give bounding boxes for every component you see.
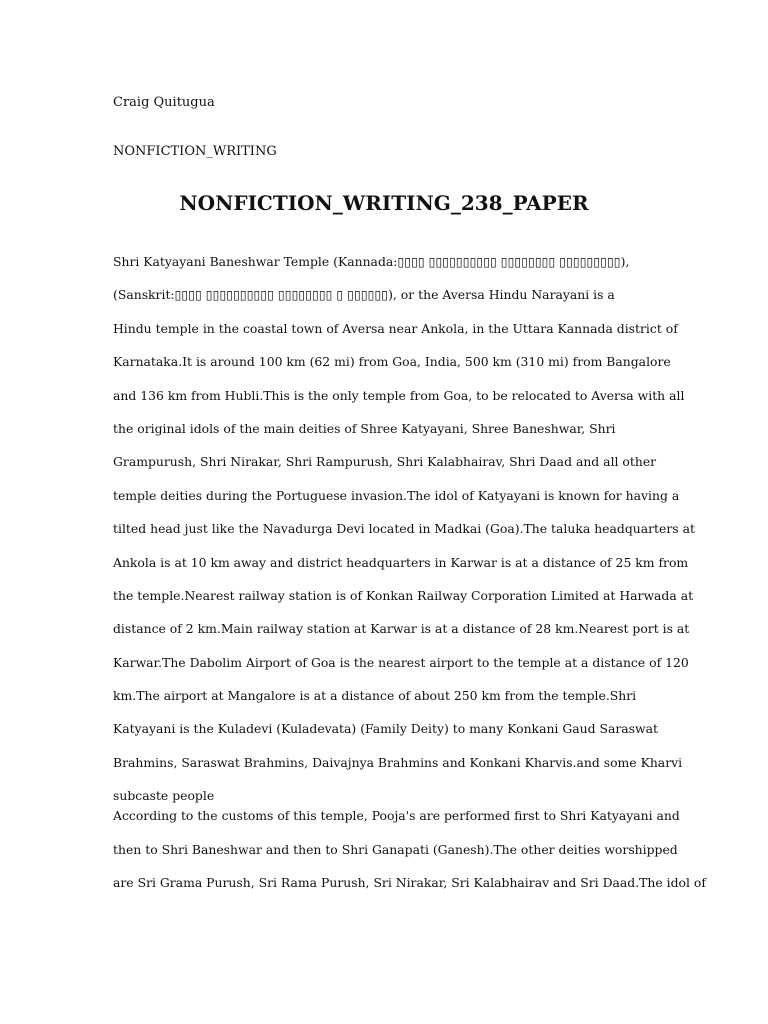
body-line: the original idols of the main deities of Shree Katyayani, Shree Baneshwar, Shri: [113, 420, 616, 436]
body-line: Grampurush, Shri Nirakar, Shri Rampurush, Shri Kalabhairav, Shri Daad and all other: [113, 454, 657, 470]
body-line: are Sri Grama Purush, Sri Rama Purush, Sri Nirakar, Sri Kalabhairav and Sri Daad.The idol of: [113, 875, 706, 891]
body-line: (Sanskrit:▯▯▯▯ ▯▯▯▯▯▯▯▯▯▯ ▯▯▯▯▯▯▯▯ ▯ ▯▯▯▯▯▯), or the Aversa Hindu Narayani is a: [113, 287, 615, 303]
body-line: According to the customs of this temple, Pooja's are performed first to Shri Katyayani and: [113, 808, 680, 824]
body-line: distance of 2 km.Main railway station at Karwar is at a distance of 28 km.Nearest port is at: [113, 621, 690, 637]
body-line: Karwar.The Dabolim Airport of Goa is the nearest airport to the temple at a distance of 120: [113, 654, 689, 670]
body-line: Hindu temple in the coastal town of Aversa near Ankola, in the Uttara Kannada district of: [113, 320, 678, 336]
course-name: NONFICTION_WRITING: [113, 144, 277, 159]
author-name: Craig Quitugua: [113, 95, 215, 110]
body-line: the temple.Nearest railway station is of Konkan Railway Corporation Limited at Harwada at: [113, 587, 694, 603]
body-line: subcaste people: [113, 788, 215, 804]
body-line: and 136 km from Hubli.This is the only temple from Goa, to be relocated to Aversa with all: [113, 387, 685, 403]
body-line: Shri Katyayani Baneshwar Temple (Kannada:▯▯▯▯ ▯▯▯▯▯▯▯▯▯▯ ▯▯▯▯▯▯▯▯ ▯▯▯▯▯▯▯▯▯),: [113, 254, 630, 269]
body-text: [113, 252, 706, 906]
body-line: tilted head just like the Navadurga Devi located in Madkai (Goa).The taluka headquarters at: [113, 521, 695, 537]
body-line: Karnataka.It is around 100 km (62 mi) from Goa, India, 500 km (310 mi) from Bangalore: [113, 354, 671, 370]
paper-title: NONFICTION_WRITING_238_PAPER: [179, 191, 589, 215]
body-line: Brahmins, Saraswat Brahmins, Daivajnya Brahmins and Konkani Kharvis.and some Kharvi: [113, 754, 683, 770]
body-line: temple deities during the Portuguese invasion.The idol of Katyayani is known for having a: [113, 487, 680, 503]
body-line: Ankola is at 10 km away and district headquarters in Karwar is at a distance of 25 km from: [113, 554, 689, 570]
body-line: then to Shri Baneshwar and then to Shri Ganapati (Ganesh).The other deities worshipped: [113, 841, 678, 857]
body-line: Katyayani is the Kuladevi (Kuladevata) (Family Deity) to many Konkani Gaud Saraswat: [113, 721, 658, 737]
body-line: km.The airport at Mangalore is at a distance of about 250 km from the temple.Shri: [113, 688, 637, 704]
